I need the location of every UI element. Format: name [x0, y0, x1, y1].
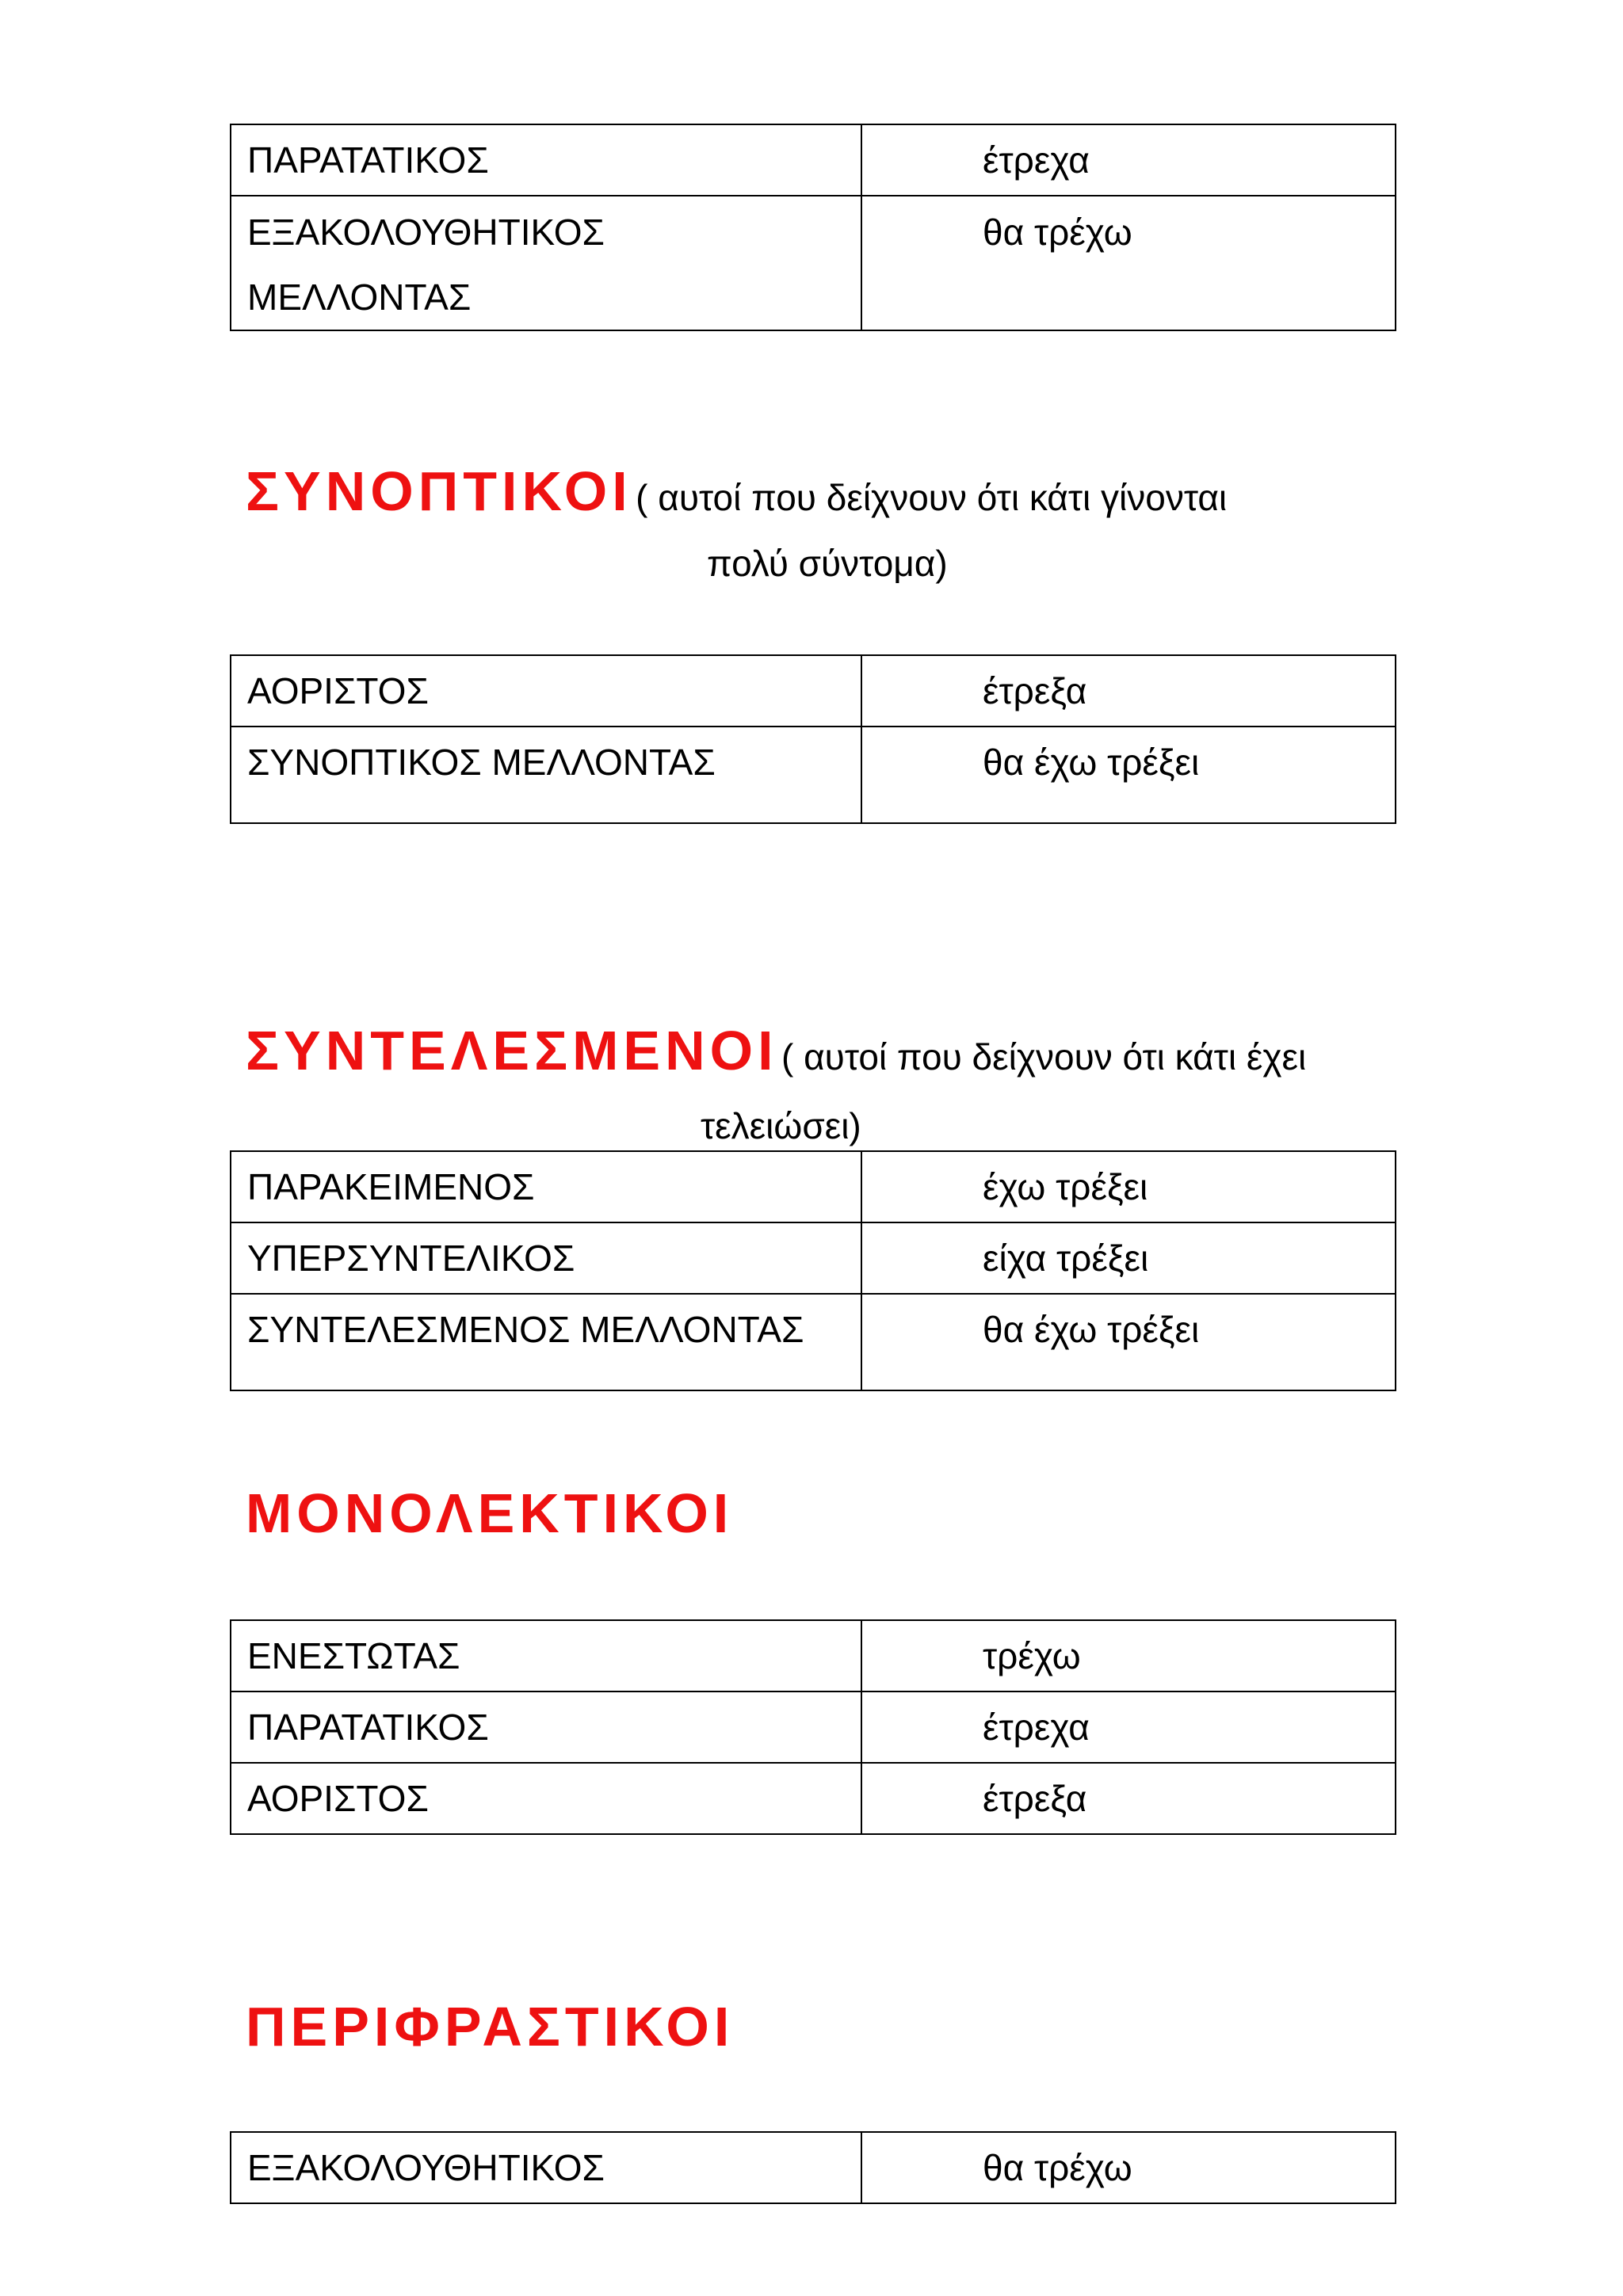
tense-name-cell: ΑΟΡΙΣΤΟΣ	[231, 655, 861, 727]
section-title: ΜΟΝΟΛΕΚΤΙΚΟΙ	[246, 1482, 734, 1544]
tense-name-cell: ΕΞΑΚΟΛΟΥΘΗΤΙΚΟΣ	[231, 2132, 861, 2203]
tense-name-line: ΕΞΑΚΟΛΟΥΘΗΤΙΚΟΣ	[247, 212, 605, 253]
section-note: ( αυτοί που δείχνουν ότι κάτι έχει	[781, 1036, 1307, 1077]
tense-table-monolektikoi	[230, 1619, 1396, 1835]
tense-table-synoptikoi	[230, 654, 1396, 824]
tense-example-cell: έτρεξα	[861, 1763, 1396, 1834]
section-heading-syntelesmenoi	[246, 1019, 1306, 1082]
tense-table-perifrastikoi	[230, 2131, 1396, 2204]
tense-table-continued	[230, 124, 1396, 331]
section-heading-monolektikoi	[246, 1482, 733, 1545]
tense-name-cell: ΠΑΡΑΤΑΤΙΚΟΣ	[231, 1691, 861, 1763]
section-note: ( αυτοί που δείχνουν ότι κάτι γίνονται	[636, 477, 1228, 518]
tense-table-syntelesmenoi	[230, 1150, 1396, 1391]
tense-name-cell: ΠΑΡΑΚΕΙΜΕΝΟΣ	[231, 1151, 861, 1222]
tense-name-cell: ΣΥΝΤΕΛΕΣΜΕΝΟΣ ΜΕΛΛΟΝΤΑΣ	[231, 1294, 861, 1390]
tense-name-cell: ΠΑΡΑΤΑΤΙΚΟΣ	[231, 124, 861, 196]
tense-name-cell	[231, 196, 861, 330]
tense-example-cell: έχω τρέξει	[861, 1151, 1396, 1222]
tense-example-cell: έτρεχα	[861, 1691, 1396, 1763]
table-row	[231, 2132, 1396, 2203]
table-row	[231, 727, 1396, 823]
table-row	[231, 196, 1396, 330]
table-row	[231, 1763, 1396, 1834]
tense-example-cell: θα έχω τρέξει	[861, 1294, 1396, 1390]
tense-example-cell: τρέχω	[861, 1620, 1396, 1691]
tense-example-cell: είχα τρέξει	[861, 1222, 1396, 1294]
table-row	[231, 1691, 1396, 1763]
section-title: ΠΕΡΙΦΡΑΣΤΙΚΟΙ	[246, 1996, 735, 2058]
table-row	[231, 1151, 1396, 1222]
section-heading-perifrastikoi	[246, 1995, 734, 2058]
section-heading-synoptikoi	[246, 460, 1227, 523]
section-note-continued: τελειώσει)	[701, 1105, 861, 1146]
tense-name-line: ΜΕΛΛΟΝΤΑΣ	[247, 277, 472, 318]
tense-name-cell: ΑΟΡΙΣΤΟΣ	[231, 1763, 861, 1834]
table-row	[231, 124, 1396, 196]
tense-example-cell: θα τρέχω	[861, 196, 1396, 330]
tense-name-cell: ΣΥΝΟΠΤΙΚΟΣ ΜΕΛΛΟΝΤΑΣ	[231, 727, 861, 823]
table-row	[231, 1294, 1396, 1390]
section-note-continued: πολύ σύντομα)	[707, 543, 948, 584]
tense-example-cell: έτρεχα	[861, 124, 1396, 196]
table-row	[231, 655, 1396, 727]
table-row	[231, 1222, 1396, 1294]
section-title: ΣΥΝΟΠΤΙΚΟΙ	[246, 460, 632, 522]
table-row	[231, 1620, 1396, 1691]
tense-example-cell: έτρεξα	[861, 655, 1396, 727]
tense-example-cell: θα έχω τρέξει	[861, 727, 1396, 823]
tense-name-cell: ΥΠΕΡΣΥΝΤΕΛΙΚΟΣ	[231, 1222, 861, 1294]
tense-example-cell: θα τρέχω	[861, 2132, 1396, 2203]
section-title: ΣΥΝΤΕΛΕΣΜΕΝΟΙ	[246, 1020, 778, 1081]
tense-name-cell: ΕΝΕΣΤΩΤΑΣ	[231, 1620, 861, 1691]
